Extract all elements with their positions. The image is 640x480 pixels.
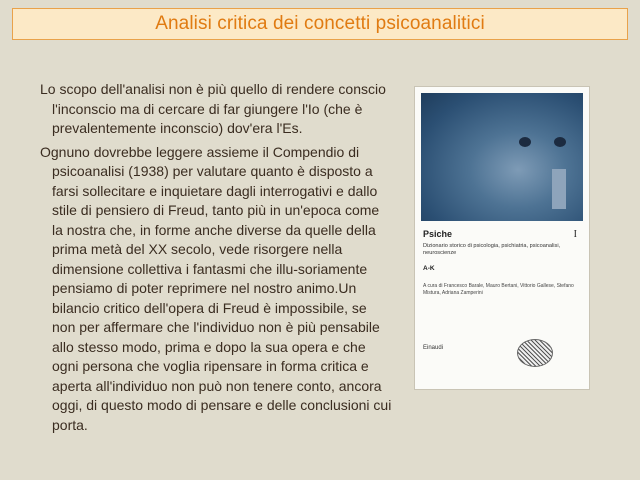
cover-artwork	[421, 93, 583, 221]
title-banner	[12, 8, 628, 40]
book-subtitle: Dizionario storico di psicologia, psichiatria, psicoanalisi, neuroscienze	[423, 243, 561, 256]
publisher-logo-icon	[517, 339, 553, 367]
book-volume-number: I	[573, 229, 577, 240]
paragraph-1: Lo scopo dell'analisi non è più quello di rendere conscio l'inconscio ma di cercare di far giungere l'Io (che è prevalentemente inconscio) dov'era l'Es.	[40, 81, 386, 136]
page-title: Analisi critica dei concetti psicoanalitici	[155, 13, 485, 34]
book-publisher: Einaudi	[423, 345, 444, 351]
book-volume-range: A-K	[423, 265, 435, 272]
book-authors: A cura di Francesco Barale, Mauro Bertani, Vittorio Gallese, Stefano Mistura, Adriana Zamperini	[423, 283, 574, 296]
cover-face-mouth	[552, 169, 566, 209]
book-cover-image	[414, 86, 590, 390]
cover-face-right-eye	[554, 137, 566, 147]
paragraph-2: Ognuno dovrebbe leggere assieme il Compendio di psicoanalisi (1938) per valutare quanto è disposto a farsi sollecitare e inquietare dagli interrogativi e dallo stile di pensiero di Freud, tanto più in un'epoca come la nostra che, in forme anche diverse da quelle della prima metà del XX secolo, vede risorgere nella dimensione collettiva i fantasmi che illu-soriamente pensiamo di poter reprimere nel nostro animo.Un bilancio critico dell'opera di Freud è impossibile, se non per affermare che l'individuo non è più pensabile allo stesso modo, prima e dopo la sua opera e che ogni persona che voglia ripensare in forma critica e aperta all'individuo non può non tenere conto, ancora oggi, di questo modo di pensare e delle conclusioni cui porta.	[40, 143, 392, 433]
book-title: Psiche	[423, 229, 453, 239]
cover-face-left-eye	[519, 137, 531, 147]
body-text	[40, 80, 392, 439]
